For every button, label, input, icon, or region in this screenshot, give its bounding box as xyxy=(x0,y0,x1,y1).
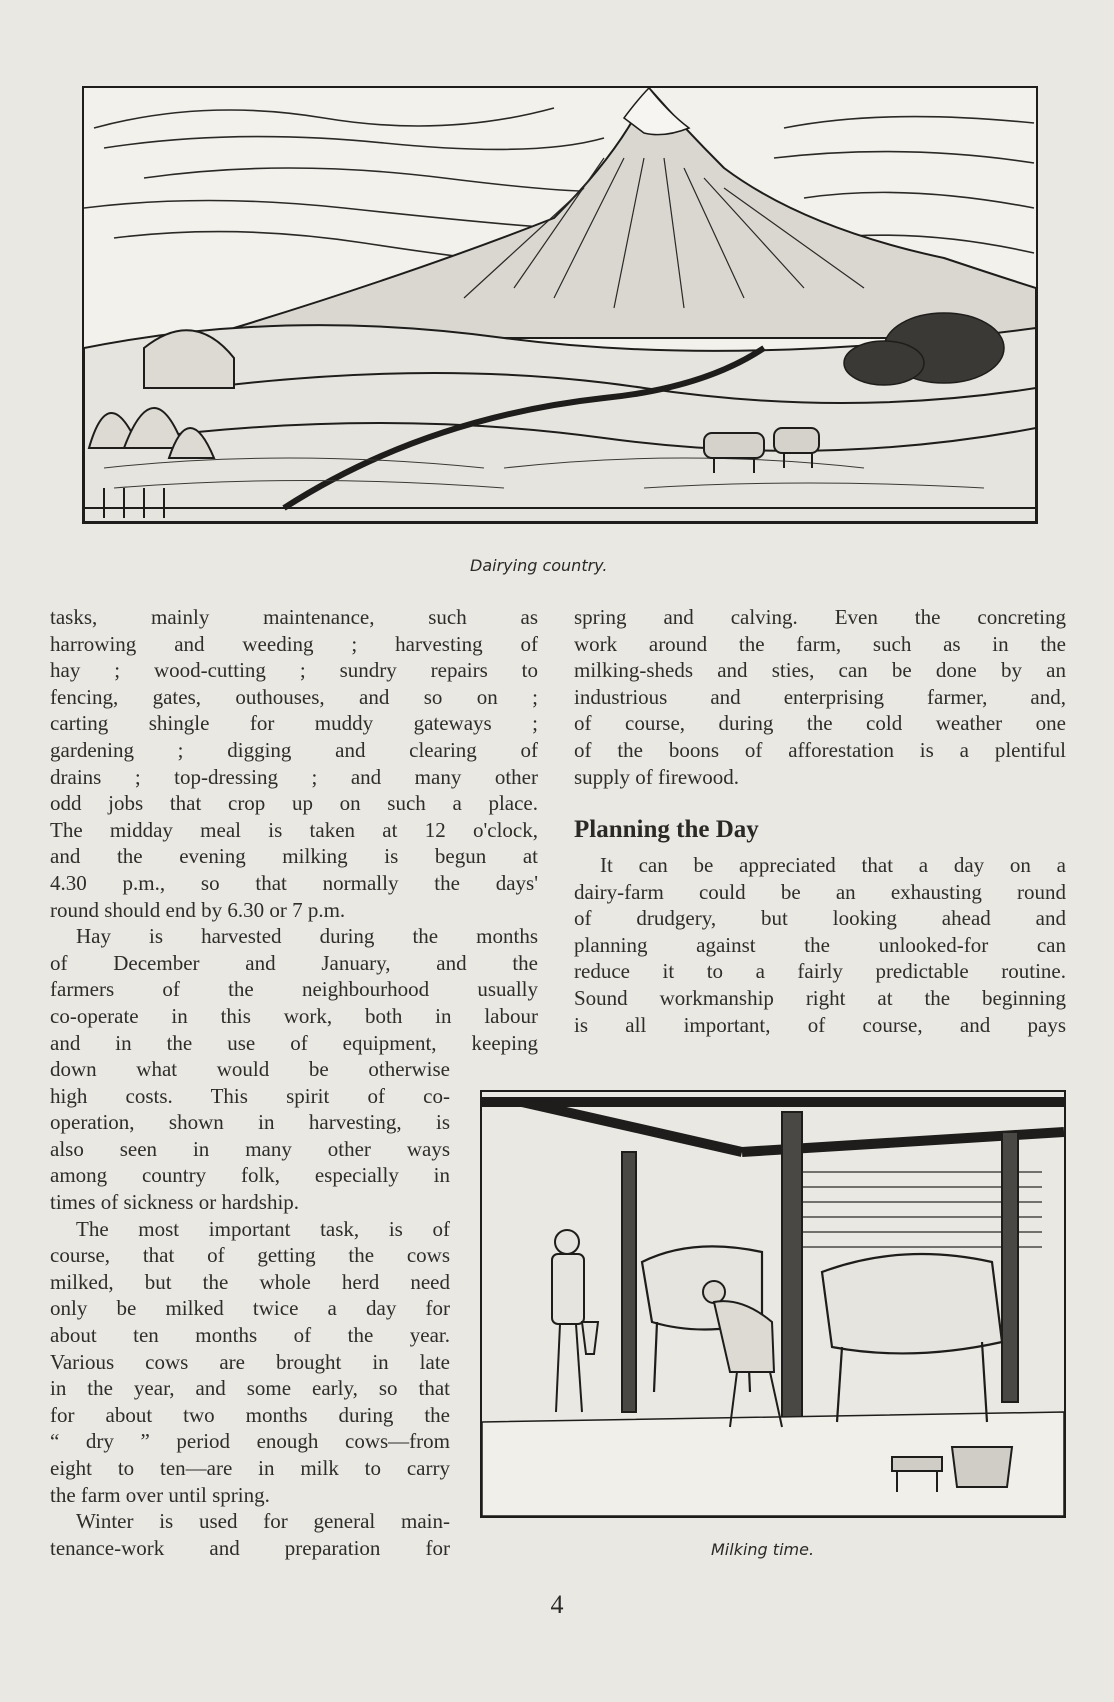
text-line: reduce it to a fairly predictable routine. xyxy=(574,959,1066,984)
text-line: farmers of the neighbourhood usually xyxy=(50,977,538,1002)
section-heading: Planning the Day xyxy=(574,816,759,843)
text-line: about ten months of the year. xyxy=(50,1322,450,1347)
text-line: and in the use of equipment, keeping xyxy=(50,1030,538,1055)
text-line: hay ; wood-cutting ; sundry repairs to xyxy=(50,658,538,683)
text-line: gardening ; digging and clearing of xyxy=(50,737,538,762)
left-column-top xyxy=(50,604,538,1056)
text-line: The most important task, is of xyxy=(76,1216,450,1241)
text-line: harrowing and weeding ; harvesting of xyxy=(50,631,538,656)
text-line: of course, during the cold weather one xyxy=(574,711,1066,736)
dairying-country-illustration xyxy=(82,86,1038,524)
text-line: fencing, gates, outhouses, and so on ; xyxy=(50,684,538,709)
text-line: of drudgery, but looking ahead and xyxy=(574,906,1066,931)
right-column-top xyxy=(574,604,1066,790)
text-line: the farm over until spring. xyxy=(50,1482,270,1507)
text-line: down what would be otherwise xyxy=(50,1057,450,1081)
milking-shed-drawing xyxy=(482,1092,1064,1516)
text-line: course, that of getting the cows xyxy=(50,1243,450,1268)
text-line: supply of firewood. xyxy=(574,764,740,789)
text-line: dairy-farm could be an exhausting round xyxy=(574,879,1066,904)
text-line: Various cows are brought in late xyxy=(50,1349,450,1374)
text-line: only be milked twice a day for xyxy=(50,1296,450,1321)
text-line: is all important, of course, and pays xyxy=(574,1012,1066,1037)
text-line: tasks, mainly maintenance, such as xyxy=(50,605,538,629)
landscape-drawing xyxy=(84,88,1036,522)
text-line: drains ; top-dressing ; and many other xyxy=(50,764,538,789)
text-line: operation, shown in harvesting, is xyxy=(50,1110,450,1135)
text-line: work around the farm, such as in the xyxy=(574,631,1066,656)
text-line: milking-sheds and sties, can be done by an xyxy=(574,658,1066,683)
left-column-narrow xyxy=(50,1056,450,1561)
text-line: odd jobs that crop up on such a place. xyxy=(50,791,538,816)
text-line: among country folk, especially in xyxy=(50,1163,450,1188)
text-line: times of sickness or hardship. xyxy=(50,1189,300,1214)
text-line: “ dry ” period enough cows—from xyxy=(50,1429,450,1454)
text-line: of December and January, and the xyxy=(50,950,538,975)
text-line: Sound workmanship right at the beginning xyxy=(574,985,1066,1010)
text-line: Hay is harvested during the months xyxy=(76,924,538,949)
text-line: in the year, and some early, so that xyxy=(50,1376,450,1401)
text-line: milked, but the whole herd need xyxy=(50,1269,450,1294)
text-line: for about two months during the xyxy=(50,1402,450,1427)
text-line: Winter is used for general main- xyxy=(76,1509,450,1534)
right-column-bottom xyxy=(574,852,1066,1038)
text-line: carting shingle for muddy gateways ; xyxy=(50,711,538,736)
text-line: It can be appreciated that a day on a xyxy=(600,853,1066,877)
text-line: of the boons of afforestation is a plentiful xyxy=(574,737,1066,762)
text-line: 4.30 p.m., so that normally the days' xyxy=(50,870,538,895)
page-number: 4 xyxy=(550,1590,564,1619)
text-line: The midday meal is taken at 12 o'clock, xyxy=(50,817,538,842)
milking-time-illustration xyxy=(480,1090,1066,1518)
text-line: and the evening milking is begun at xyxy=(50,844,538,869)
text-line: also seen in many other ways xyxy=(50,1136,450,1161)
text-line: planning against the unlooked-for can xyxy=(574,932,1066,957)
text-line: spring and calving. Even the concreting xyxy=(574,605,1066,629)
text-line: co-operate in this work, both in labour xyxy=(50,1003,538,1028)
text-line: industrious and enterprising farmer, and, xyxy=(574,684,1066,709)
text-line: tenance-work and preparation for xyxy=(50,1535,450,1560)
text-line: round should end by 6.30 or 7 p.m. xyxy=(50,897,346,922)
text-line: eight to ten—are in milk to carry xyxy=(50,1455,450,1480)
figure-caption-top: Dairying country. xyxy=(470,556,608,575)
text-line: high costs. This spirit of co- xyxy=(50,1083,450,1108)
figure-caption-bottom: Milking time. xyxy=(711,1540,815,1559)
